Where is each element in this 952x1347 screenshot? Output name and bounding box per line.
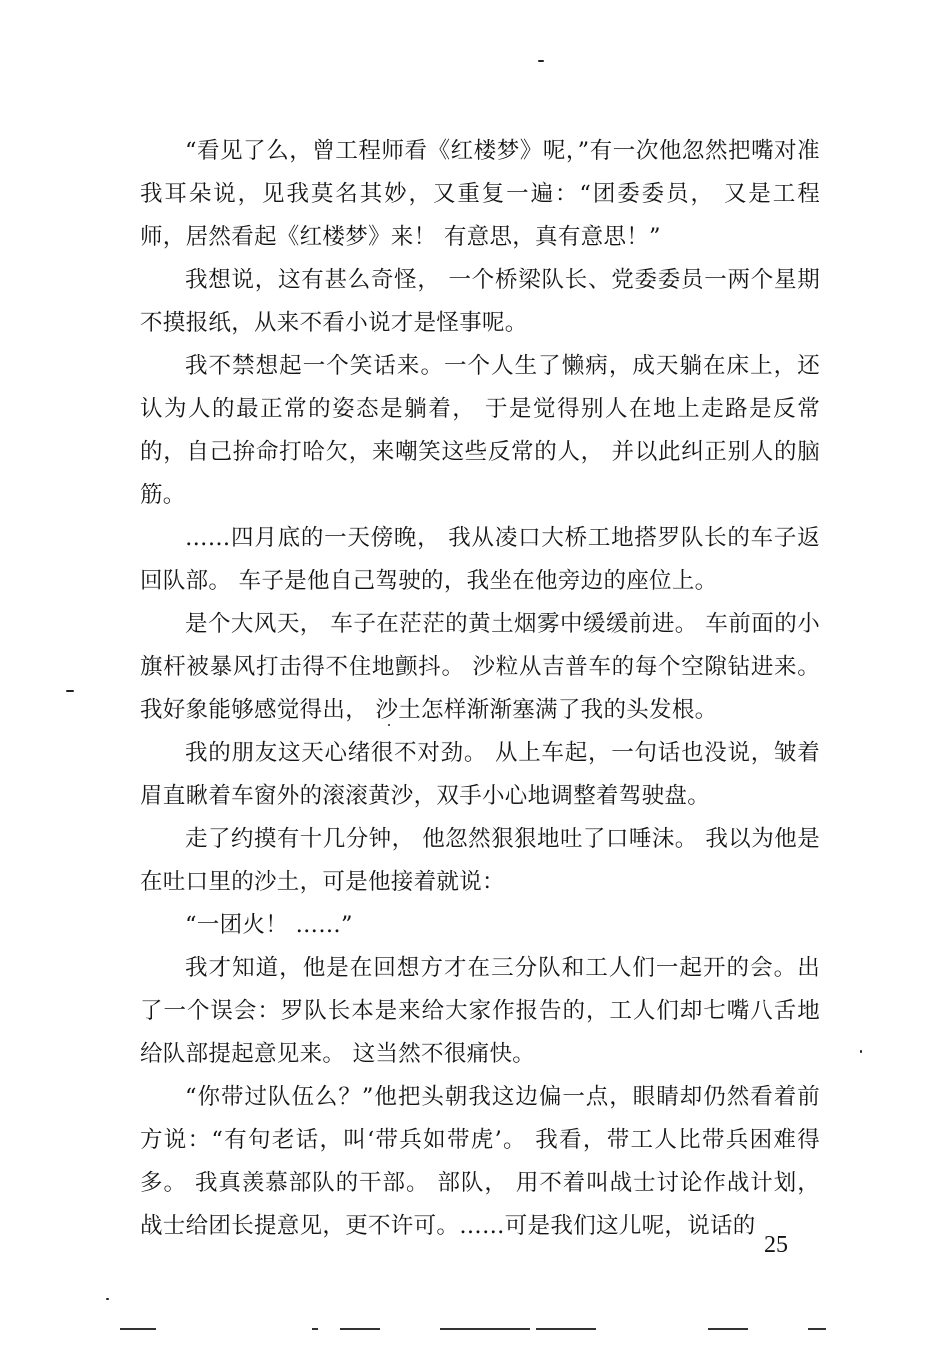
scan-speck <box>860 1050 862 1053</box>
paragraph: 我的朋友这天心绪很不对劲。 从上车起，一句话也没说，皱着眉直瞅着车窗外的滚滚黄沙，双手小心地调整着驾驶盘。 <box>140 740 820 809</box>
scan-speck <box>538 60 544 62</box>
scan-edge-mark <box>440 1328 530 1330</box>
scan-speck <box>106 1298 109 1300</box>
paragraph: 我不禁想起一个笑话来。一个人生了懒病，成天躺在床上，还认为人的最正常的姿态是躺着， 于是觉得别人在地上走路是反常的，自己拚命打哈欠，来嘲笑这些反常的人， 并以此纠正别人的脑筋。 <box>140 353 820 508</box>
paragraph: 是个大风天， 车子在茫茫的黄土烟雾中缓缓前进。 车前面的小旗杆被暴风打击得不住地颤抖。 沙粒从吉普车的每个空隙钻进来。 我好象能够感觉得出， 沙土怎样渐渐塞满了我的头发根。 <box>140 611 828 723</box>
paragraph: “一团火！ ……” <box>185 912 353 938</box>
scan-edge-mark <box>340 1328 380 1330</box>
scan-edge-mark <box>808 1328 826 1330</box>
page-number: 25 <box>764 1232 788 1258</box>
paragraph: “看见了么，曾工程师看《红楼梦》呢，”有一次他忽然把嘴对准我耳朵说，见我莫名其妙，又重复一遍：“团委委员， 又是工程师，居然看起《红楼梦》来！ 有意思，真有意思！” <box>140 138 820 250</box>
paragraph: 我想说，这有甚么奇怪， 一个桥梁队长、党委委员一两个星期不摸报纸，从来不看小说才是怪事呢。 <box>140 267 820 336</box>
scan-edge-mark <box>536 1328 596 1330</box>
scan-edge-mark <box>120 1328 156 1330</box>
scan-speck <box>388 724 390 726</box>
paragraph: 我才知道，他是在回想方才在三分队和工人们一起开的会。出了一个误会：罗队长本是来给大家作报告的，工人们却七嘴八舌地给队部提起意见来。 这当然不很痛快。 <box>140 955 820 1067</box>
paragraph: “你带过队伍么？”他把头朝我这边偏一点，眼睛却仍然看着前方说：“有句老话，叫‘带兵如带虎’。 我看，带工人比带兵困难得多。 我真羡慕部队的干部。 部队， 用不着叫战士讨论作战计划，战士给团长提意见，更不许可。……可是我们这儿呢，说话的 <box>140 1084 820 1239</box>
paragraph: 走了约摸有十几分钟， 他忽然狠狠地吐了口唾沫。 我以为他是在吐口里的沙土，可是他接着就说： <box>140 826 820 895</box>
scan-edge-mark <box>312 1328 318 1330</box>
scan-speck <box>66 690 74 692</box>
paragraph: ……四月底的一天傍晚， 我从凌口大桥工地搭罗队长的车子返回队部。 车子是他自己驾驶的，我坐在他旁边的座位上。 <box>140 525 820 594</box>
body-text <box>140 130 828 1248</box>
scan-edge-mark <box>708 1328 748 1330</box>
